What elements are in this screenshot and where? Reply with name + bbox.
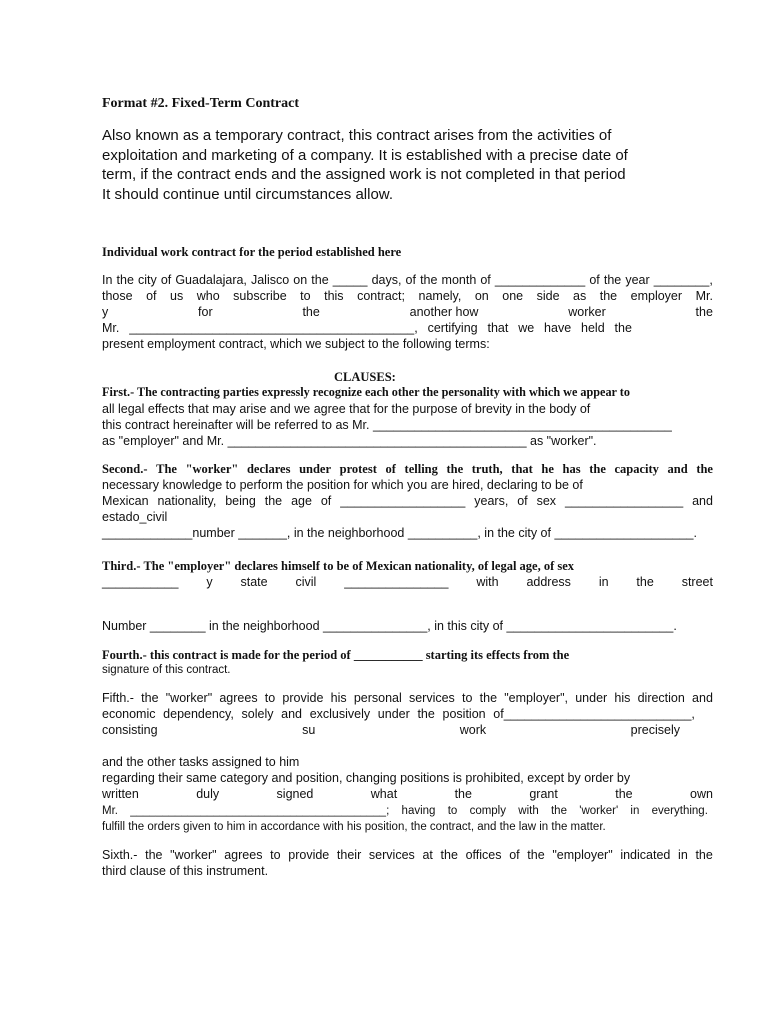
word: has bbox=[562, 462, 581, 476]
intro-line: It should continue until circumstances allow. bbox=[102, 186, 393, 203]
word: Mr. bbox=[102, 321, 120, 335]
word: at bbox=[422, 848, 433, 862]
word: what bbox=[370, 787, 398, 801]
word: indicated bbox=[620, 848, 671, 862]
word: direction bbox=[637, 691, 685, 705]
word: provide bbox=[288, 848, 330, 862]
word: provide bbox=[282, 691, 324, 705]
word: consisting bbox=[102, 723, 158, 737]
word: we bbox=[518, 321, 535, 335]
word: side bbox=[536, 289, 560, 303]
word: services bbox=[368, 848, 415, 862]
word: signed bbox=[276, 787, 314, 801]
clause-fifth-line bbox=[102, 722, 680, 738]
word: exclusively bbox=[309, 707, 371, 721]
word: to bbox=[447, 805, 458, 817]
word: agrees bbox=[219, 691, 258, 705]
word: comply bbox=[469, 805, 506, 817]
word: 'worker' bbox=[579, 805, 619, 817]
intro-line: term, if the contract ends and the assigned work is not completed in that period bbox=[102, 166, 626, 183]
word: personal bbox=[353, 691, 402, 705]
word: to bbox=[264, 691, 276, 705]
word: and bbox=[692, 494, 713, 508]
word: of bbox=[405, 273, 416, 287]
word: namely, bbox=[418, 289, 462, 303]
word: on bbox=[293, 273, 308, 287]
word: Guadalajara, bbox=[175, 273, 247, 287]
word: Mr. bbox=[102, 805, 118, 817]
word: nationality, bbox=[157, 494, 217, 508]
word: the bbox=[420, 273, 438, 287]
word: his bbox=[614, 691, 631, 705]
preamble-line bbox=[102, 288, 713, 304]
word: the bbox=[696, 462, 713, 476]
word: address bbox=[526, 575, 571, 589]
word: as bbox=[573, 289, 587, 303]
word: years, bbox=[474, 494, 509, 508]
word: that bbox=[487, 321, 509, 335]
word: the bbox=[454, 787, 472, 801]
word: truth, bbox=[471, 462, 503, 476]
word: with bbox=[476, 575, 499, 589]
preamble-line bbox=[102, 304, 713, 320]
word: and bbox=[692, 691, 713, 705]
word: month bbox=[441, 273, 477, 287]
word: everything. bbox=[651, 805, 708, 817]
word: grant bbox=[529, 787, 558, 801]
word: "employer", bbox=[504, 691, 569, 705]
word: this bbox=[324, 289, 344, 303]
word: with bbox=[518, 805, 539, 817]
word: to bbox=[300, 289, 311, 303]
word: _____________ bbox=[494, 273, 586, 287]
word: sex bbox=[536, 494, 557, 508]
word: in bbox=[630, 805, 640, 817]
clause-second-line: estado_civil bbox=[102, 510, 168, 524]
word: of bbox=[385, 462, 396, 476]
word: services bbox=[408, 691, 455, 705]
word: _______________ bbox=[344, 575, 449, 589]
word: and bbox=[667, 462, 688, 476]
word: y bbox=[102, 305, 109, 319]
word: under bbox=[575, 691, 608, 705]
word: ___________ bbox=[102, 575, 179, 589]
word: year bbox=[625, 273, 650, 287]
word: one bbox=[502, 289, 524, 303]
word: in bbox=[678, 848, 688, 862]
word: the bbox=[599, 289, 618, 303]
word: of bbox=[320, 494, 332, 508]
word: who bbox=[196, 289, 220, 303]
clause-fourth-line: signature of this contract. bbox=[102, 664, 231, 676]
word: their bbox=[336, 848, 362, 862]
word: written bbox=[102, 787, 139, 801]
preamble-line: present employment contract, which we subject to the following terms: bbox=[102, 337, 490, 351]
word: "worker" bbox=[170, 848, 217, 862]
word: of___________________________, bbox=[493, 707, 695, 721]
word: on bbox=[474, 289, 489, 303]
word: the bbox=[302, 305, 320, 319]
clause-first-line: First.- The contracting parties expressly recognize each other the personality with which we appear to bbox=[102, 385, 630, 399]
word: Mr. bbox=[695, 289, 713, 303]
word: days, bbox=[371, 273, 402, 287]
word: the bbox=[614, 321, 632, 335]
word: su bbox=[302, 723, 316, 737]
word: those bbox=[102, 289, 133, 303]
preamble-line bbox=[102, 272, 713, 288]
word: The bbox=[156, 462, 177, 476]
clause-fifth-line: and the other tasks assigned to him bbox=[102, 755, 300, 769]
word: _____ bbox=[332, 273, 368, 287]
word: _________________ bbox=[564, 494, 684, 508]
clause-fifth-line bbox=[102, 786, 713, 802]
word: to bbox=[462, 691, 473, 705]
word: under bbox=[377, 707, 410, 721]
word: of bbox=[146, 289, 157, 303]
word: the bbox=[440, 848, 458, 862]
clause-fifth-line bbox=[102, 690, 713, 706]
word: he bbox=[541, 462, 554, 476]
word: being bbox=[225, 494, 256, 508]
clause-first-line: as "employer" and Mr. ___________________________________________ as "worker". bbox=[102, 434, 597, 448]
word: the bbox=[479, 691, 498, 705]
word: contract; bbox=[357, 289, 405, 303]
word: of bbox=[589, 273, 600, 287]
word: of bbox=[480, 273, 491, 287]
clause-sixth-line: third clause of this instrument. bbox=[102, 864, 269, 878]
word: solely bbox=[241, 707, 274, 721]
word: having bbox=[401, 805, 436, 817]
word: the bbox=[116, 273, 134, 287]
word: offices bbox=[465, 848, 502, 862]
word: the bbox=[141, 691, 159, 705]
word: protest bbox=[339, 462, 377, 476]
word: _________________________________________, bbox=[129, 321, 418, 335]
word: "employer" bbox=[552, 848, 613, 862]
word: capacity bbox=[614, 462, 659, 476]
word: telling bbox=[404, 462, 438, 476]
clause-second-line bbox=[102, 461, 713, 477]
word: the bbox=[527, 848, 545, 862]
clause-second-line: necessary knowledge to perform the position for which you are hired, declaring to be of bbox=[102, 478, 583, 492]
word: state bbox=[240, 575, 268, 589]
word: the bbox=[550, 805, 567, 817]
word: the bbox=[417, 707, 435, 721]
intro-line: Also known as a temporary contract, this contract arises from the activities of bbox=[102, 127, 612, 144]
word: __________________ bbox=[340, 494, 466, 508]
word: ________________________________________; bbox=[130, 805, 390, 817]
word: civil bbox=[295, 575, 317, 589]
word: of bbox=[160, 273, 172, 287]
word: the bbox=[311, 273, 329, 287]
word: Fifth.- bbox=[102, 691, 134, 705]
word: held bbox=[581, 321, 605, 335]
clause-third-line: Number ________ in the neighborhood _______________, in this city of ________________________. bbox=[102, 619, 677, 633]
word: and bbox=[281, 707, 303, 721]
word: of bbox=[509, 848, 520, 862]
word: Mexican bbox=[102, 494, 149, 508]
word: own bbox=[690, 787, 713, 801]
word: Sixth.- bbox=[102, 848, 138, 862]
clause-third-line: Third.- The "employer" declares himself to be of Mexican nationality, of legal age, of sex bbox=[102, 559, 575, 573]
word: work bbox=[459, 723, 487, 737]
clause-second-line: _____________number _______, in the neighborhood __________, in the city of ____________________. bbox=[102, 526, 697, 540]
word: to bbox=[270, 848, 281, 862]
word: economic bbox=[102, 707, 156, 721]
word: city bbox=[137, 273, 157, 287]
word: for bbox=[198, 305, 213, 319]
word: the bbox=[695, 848, 713, 862]
word: his bbox=[330, 691, 347, 705]
word: Jalisco bbox=[250, 273, 290, 287]
word: have bbox=[544, 321, 572, 335]
clause-fifth-line: regarding their same category and position, changing positions is prohibited, except by order by bbox=[102, 771, 631, 785]
clause-second-line bbox=[102, 493, 713, 509]
word: in bbox=[598, 575, 609, 589]
clauses-heading: CLAUSES: bbox=[334, 370, 396, 384]
clause-first-line: all legal effects that may arise and we agree that for the purpose of brevity in the body of bbox=[102, 402, 591, 416]
word: y bbox=[206, 575, 213, 589]
word: declares bbox=[246, 462, 291, 476]
word: "worker" bbox=[165, 691, 213, 705]
word: the bbox=[615, 787, 633, 801]
word: employer bbox=[630, 289, 683, 303]
word: of bbox=[517, 494, 528, 508]
word: the bbox=[695, 305, 713, 319]
word: the bbox=[589, 462, 606, 476]
clause-fourth-line: Fourth.- this contract is made for the period of ___________ starting its effects from the bbox=[102, 648, 570, 662]
clause-sixth-line bbox=[102, 847, 713, 863]
word: worker bbox=[568, 305, 606, 319]
document-title: Format #2. Fixed-Term Contract bbox=[102, 96, 299, 111]
word: subscribe bbox=[233, 289, 287, 303]
word: In bbox=[102, 273, 113, 287]
word: under bbox=[299, 462, 332, 476]
word: position bbox=[442, 707, 486, 721]
word: the bbox=[264, 494, 283, 508]
word: the bbox=[145, 848, 163, 862]
preamble-line bbox=[102, 320, 632, 336]
word: street bbox=[681, 575, 713, 589]
word: another how bbox=[409, 305, 479, 319]
word: the bbox=[446, 462, 464, 476]
word: ________, bbox=[653, 273, 713, 287]
word: the bbox=[636, 575, 654, 589]
contract-heading: Individual work contract for the period established here bbox=[102, 245, 402, 259]
word: age bbox=[291, 494, 312, 508]
clause-first-line: this contract hereinafter will be referred to as Mr. ___________________________________________ bbox=[102, 418, 672, 432]
clause-fifth-line: fulfill the orders given to him in accordance with his position, the contract, and the law in the matter. bbox=[102, 821, 606, 833]
clause-third-line bbox=[102, 574, 713, 590]
word: duly bbox=[196, 787, 220, 801]
word: us bbox=[170, 289, 184, 303]
word: Second.- bbox=[102, 462, 148, 476]
word: the bbox=[603, 273, 622, 287]
word: agrees bbox=[224, 848, 263, 862]
word: certifying bbox=[427, 321, 478, 335]
word: "worker" bbox=[185, 462, 239, 476]
clause-fifth-line bbox=[102, 706, 695, 722]
intro-line: exploitation and marketing of a company. It is established with a precise date of bbox=[102, 147, 628, 164]
word: dependency, bbox=[163, 707, 234, 721]
clause-fifth-line bbox=[102, 803, 708, 819]
word: precisely bbox=[630, 723, 680, 737]
word: that bbox=[511, 462, 533, 476]
